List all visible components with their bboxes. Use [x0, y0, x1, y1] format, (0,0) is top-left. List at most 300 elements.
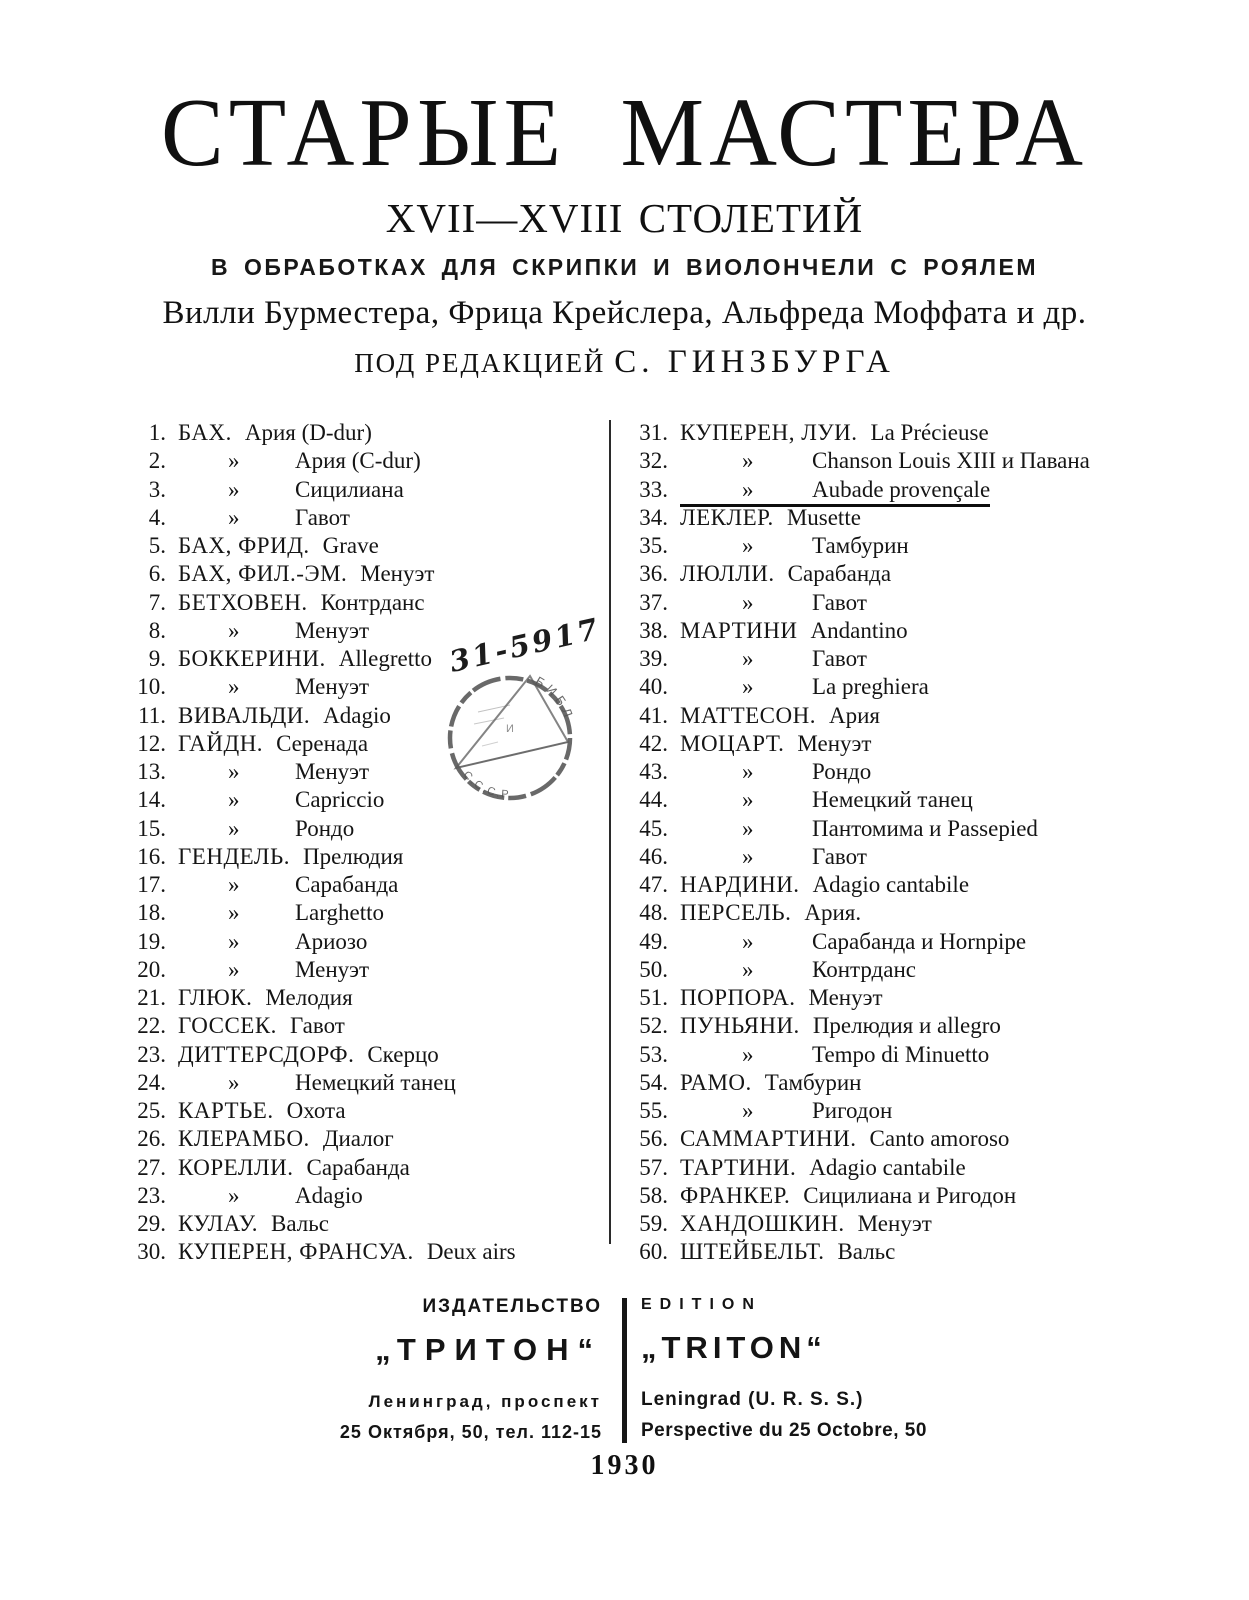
item-body	[178, 420, 372, 446]
composer-name: БАХ.	[178, 420, 232, 445]
piece-title: Adagio	[323, 702, 391, 728]
piece-title: Мелодия	[265, 985, 353, 1010]
item-number: 27.	[137, 1154, 166, 1180]
piece-title: Гавот	[289, 1013, 345, 1039]
item-body	[178, 900, 384, 926]
item-body	[680, 477, 990, 507]
item-number: 22.	[137, 1013, 166, 1039]
item-number: 4.	[148, 504, 166, 530]
piece-title: Adagio cantabile	[809, 1154, 966, 1180]
list-item	[120, 844, 606, 872]
piece-title: Ариозо	[295, 928, 368, 954]
item-body	[680, 1098, 892, 1124]
item-body	[178, 1098, 346, 1124]
ditto-mark: »	[742, 476, 754, 502]
item-body	[178, 929, 367, 955]
list-item	[120, 477, 606, 505]
composer-name: КОРЕЛЛИ.	[178, 1154, 294, 1180]
item-body	[178, 1042, 439, 1068]
piece-title: Ария	[829, 702, 880, 728]
item-number: 38.	[639, 617, 668, 643]
item-number: 40.	[639, 674, 668, 700]
publisher-address-ru-2: 25 Октября, 50, тел. 112-15	[339, 1422, 602, 1442]
item-number: 3.	[148, 476, 166, 502]
item-number: 32.	[639, 448, 668, 474]
ditto-mark: »	[742, 448, 754, 474]
ditto-mark: »	[742, 759, 754, 784]
list-item	[622, 1042, 1222, 1070]
svg-text:БИБЛ	[533, 673, 578, 722]
ditto-mark: »	[742, 674, 754, 700]
column-divider	[609, 420, 611, 1244]
piece-title: Менуэт	[295, 674, 370, 700]
item-number: 13.	[137, 759, 166, 784]
item-body	[178, 477, 404, 503]
composer-name: БЕТХОВЕН.	[178, 589, 308, 615]
publisher-address-fr-2: Perspective du 25 Octobre, 50	[641, 1420, 927, 1441]
composer-name: БОККЕРИНИ.	[178, 646, 326, 671]
list-item	[622, 816, 1222, 844]
list-item	[622, 618, 1222, 646]
item-body	[178, 1070, 456, 1096]
item-number: 17.	[137, 872, 166, 897]
piece-title: Ригодон	[812, 1098, 893, 1123]
composer-name: ПУНЬЯНИ.	[680, 1013, 800, 1039]
composer-name: КУПЕРЕН, ФРАНСУА.	[178, 1239, 414, 1265]
page-title: СТАРЫЕ МАСТЕРА	[161, 78, 1088, 188]
item-number: 45.	[639, 815, 668, 841]
piece-title: Сицилиана и Ригодон	[803, 1182, 1017, 1208]
list-item	[120, 561, 606, 589]
piece-title: La preghiera	[812, 674, 929, 700]
piece-title: Диалог	[322, 1126, 394, 1152]
item-number: 60.	[639, 1239, 668, 1265]
item-body	[178, 787, 384, 813]
piece-title: Сарабанда	[295, 872, 399, 897]
item-body	[680, 1211, 932, 1237]
item-number: 37.	[639, 589, 668, 615]
edited-by-prefix: ПОД РЕДАКЦИЕЙ	[354, 348, 606, 378]
item-number: 51.	[639, 985, 668, 1010]
list-item	[120, 957, 606, 985]
catalog-column-left	[120, 420, 606, 1268]
catalog	[0, 420, 1249, 1265]
ditto-mark: »	[742, 928, 754, 954]
ditto-mark: »	[742, 589, 754, 615]
item-body	[178, 731, 368, 757]
composer-name: ГОССЕК.	[178, 1013, 277, 1039]
composer-name: МОЦАРТ.	[680, 730, 785, 756]
publisher-label-ru: ИЗДАТЕЛЬСТВО	[422, 1296, 602, 1317]
piece-title: Musette	[786, 504, 861, 530]
piece-title: Tempo di Minuetto	[812, 1041, 990, 1067]
piece-title: Сарабанда	[787, 561, 892, 587]
item-number: 57.	[639, 1154, 668, 1180]
list-item	[622, 759, 1222, 787]
item-body	[178, 674, 369, 700]
list-item	[622, 1013, 1222, 1041]
list-item	[622, 872, 1222, 900]
item-body	[680, 533, 909, 559]
item-number: 24.	[137, 1069, 166, 1095]
piece-title: Adagio	[295, 1182, 363, 1208]
composer-name: ХАНДОШКИН.	[680, 1211, 845, 1236]
item-body	[178, 985, 353, 1011]
item-body	[680, 618, 908, 644]
piece-title: Менуэт	[797, 730, 872, 756]
item-body	[178, 1239, 516, 1265]
piece-title: Deux airs	[426, 1239, 516, 1265]
composer-name: БАХ, ФРИД.	[178, 533, 310, 558]
ditto-mark: »	[228, 900, 240, 926]
piece-title: Менуэт	[360, 561, 435, 587]
piece-title: Тамбурин	[812, 533, 909, 558]
list-item	[120, 1183, 606, 1211]
item-body	[178, 618, 369, 644]
piece-title: Прелюдия	[302, 843, 404, 869]
list-item	[120, 1098, 606, 1126]
composer-name: КЛЕРАМБО.	[178, 1126, 310, 1152]
list-item	[622, 957, 1222, 985]
item-number: 2.	[148, 448, 166, 474]
item-body	[178, 816, 354, 842]
item-number: 44.	[639, 787, 668, 813]
composer-name: ГЕНДЕЛЬ.	[178, 843, 290, 869]
list-item	[120, 1042, 606, 1070]
piece-title: Менуэт	[295, 617, 370, 643]
composer-name: ГАЙДН.	[178, 730, 264, 756]
piece-title: Гавот	[295, 504, 350, 530]
piece-title: Сарабанда и Hornpipe	[812, 928, 1027, 954]
arrangement-line: В ОБРАБОТКАХ ДЛЯ СКРИПКИ И ВИОЛОНЧЕЛИ С РОЯЛЕМ	[210, 254, 1039, 280]
composer-name: ПЕРСЕЛЬ.	[680, 900, 792, 926]
piece-title: Grave	[322, 533, 379, 558]
item-body	[178, 646, 432, 672]
piece-title: Allegretto	[338, 646, 433, 671]
list-item	[622, 674, 1222, 702]
item-body	[680, 929, 1026, 955]
piece-title: Adagio cantabile	[812, 872, 970, 897]
item-number: 36.	[639, 561, 668, 587]
piece-title: Chanson Louis XIII и Павана	[812, 448, 1090, 474]
ditto-mark: »	[228, 956, 240, 982]
item-number: 35.	[639, 533, 668, 558]
composer-name: ДИТТЕРСДОРФ.	[178, 1041, 355, 1067]
list-item	[120, 505, 606, 533]
item-number: 56.	[639, 1126, 668, 1152]
item-body	[178, 1013, 345, 1039]
piece-title: Менуэт	[808, 985, 883, 1010]
item-number: 47.	[639, 872, 668, 897]
item-body	[178, 759, 369, 785]
ditto-mark: »	[742, 533, 754, 558]
list-item	[120, 590, 606, 618]
item-number: 20.	[137, 956, 166, 982]
item-body	[680, 1042, 989, 1068]
piece-title: Рондо	[812, 759, 872, 784]
edited-by-line	[0, 344, 1249, 381]
item-number: 55.	[639, 1098, 668, 1123]
list-item	[120, 1211, 606, 1239]
piece-title: Ария.	[804, 900, 862, 926]
ditto-mark: »	[228, 448, 240, 474]
item-body	[680, 590, 867, 616]
list-item	[622, 590, 1222, 618]
list-item	[622, 1098, 1222, 1126]
ditto-mark: »	[228, 815, 240, 841]
item-body	[178, 1126, 394, 1152]
piece-title: Вальс	[837, 1239, 896, 1265]
item-number: 54.	[639, 1069, 668, 1095]
piece-title: Контрданс	[320, 589, 425, 615]
composer-name: КУПЕРЕН, ЛУИ.	[680, 420, 858, 445]
item-body	[178, 957, 369, 983]
item-body	[680, 1183, 1016, 1209]
ditto-mark: »	[742, 787, 754, 813]
item-number: 59.	[639, 1211, 668, 1236]
item-number: 48.	[639, 900, 668, 926]
piece-title: Немецкий танец	[812, 787, 973, 813]
item-body	[680, 872, 969, 898]
piece-title: Менуэт	[295, 956, 370, 982]
publisher-address-ru-1: Ленинград, проспект	[368, 1392, 602, 1411]
ditto-mark: »	[742, 1098, 754, 1123]
ditto-mark: »	[742, 956, 754, 982]
list-item	[622, 1239, 1222, 1267]
item-number: 14.	[137, 787, 166, 813]
piece-title: Aubade provençale	[812, 476, 991, 502]
publisher-block-fr	[641, 1296, 1061, 1442]
ditto-mark: »	[228, 928, 240, 954]
list-item	[622, 420, 1222, 448]
composer-name: ШТЕЙБЕЛЬТ.	[680, 1239, 825, 1265]
list-item	[622, 1126, 1222, 1154]
list-item	[120, 533, 606, 561]
item-body	[178, 505, 350, 531]
item-number: 41.	[639, 702, 668, 728]
list-item	[622, 731, 1222, 759]
composer-name: САММАРТИНИ.	[680, 1126, 857, 1152]
item-number: 15.	[137, 815, 166, 841]
item-body	[178, 1155, 410, 1181]
item-number: 50.	[639, 956, 668, 982]
list-item	[120, 1013, 606, 1041]
item-body	[178, 448, 421, 474]
item-body	[680, 900, 861, 926]
item-number: 49.	[639, 928, 668, 954]
arrangers-line: Вилли Бурместера, Фрица Крейслера, Альфреда Моффата и др.	[162, 295, 1087, 331]
ditto-mark: »	[742, 815, 754, 841]
item-body	[680, 816, 1038, 842]
catalog-column-right	[622, 420, 1222, 1268]
list-item	[622, 1155, 1222, 1183]
item-number: 58.	[639, 1182, 668, 1208]
ditto-mark: »	[228, 1182, 240, 1208]
item-number: 42.	[639, 730, 668, 756]
item-body	[680, 1239, 895, 1265]
svg-text:С.С.С.Р.	[461, 769, 514, 801]
item-body	[178, 703, 391, 729]
item-number: 5.	[148, 533, 166, 558]
list-item	[120, 1155, 606, 1183]
item-body	[178, 872, 398, 898]
piece-title: Andantino	[810, 617, 908, 643]
list-item	[120, 900, 606, 928]
composer-name: РАМО.	[680, 1069, 752, 1095]
piece-title: Немецкий танец	[295, 1069, 456, 1095]
item-number: 21.	[137, 985, 166, 1010]
handwritten-inventory-number: 31-5917	[446, 611, 604, 679]
stamp-bottom-text: С.С.С.Р.	[460, 769, 514, 801]
list-item	[622, 787, 1222, 815]
list-item	[622, 477, 1222, 505]
composer-name: ПОРПОРА.	[680, 985, 796, 1010]
item-number: 33.	[639, 476, 668, 502]
item-number: 39.	[639, 646, 668, 671]
piece-title: Ария (D-dur)	[244, 420, 372, 445]
publisher-name-ru: „ТРИТОН“	[375, 1332, 602, 1367]
ditto-mark: »	[228, 872, 240, 897]
item-body	[680, 1070, 861, 1096]
publisher-divider	[622, 1298, 627, 1443]
item-number: 12.	[137, 730, 166, 756]
item-body	[680, 1013, 1001, 1039]
list-item	[120, 1126, 606, 1154]
svg-text:И: И	[506, 723, 514, 735]
ditto-mark: »	[228, 504, 240, 530]
publisher-label-fr: EDITION	[641, 1296, 762, 1313]
item-body	[680, 731, 871, 757]
piece-title: Larghetto	[295, 900, 384, 926]
item-body	[680, 561, 891, 587]
publisher-block-ru	[302, 1296, 602, 1443]
list-item	[622, 533, 1222, 561]
item-number: 31.	[639, 420, 668, 445]
item-body	[680, 985, 883, 1011]
piece-title: Пантомима и Passepied	[812, 815, 1038, 841]
piece-title: Гавот	[812, 646, 867, 671]
ditto-mark: »	[742, 843, 754, 869]
piece-title: Рондо	[295, 815, 355, 841]
composer-name: МАТТЕСОН.	[680, 702, 816, 728]
page-subtitle: XVII—XVIII СТОЛЕТИЙ	[385, 195, 864, 241]
item-number: 1.	[148, 420, 166, 445]
list-item	[622, 1070, 1222, 1098]
item-body	[178, 561, 434, 587]
item-body	[680, 844, 867, 870]
list-item	[622, 1211, 1222, 1239]
piece-title: Ария (C-dur)	[295, 448, 421, 474]
publisher-address-fr-1: Leningrad (U. R. S. S.)	[641, 1389, 864, 1410]
list-item	[622, 703, 1222, 731]
composer-name: КАРТЬЕ.	[178, 1098, 274, 1123]
composer-name: КУЛАУ.	[178, 1211, 259, 1236]
item-number: 43.	[639, 759, 668, 784]
item-body	[680, 703, 880, 729]
ditto-mark: »	[742, 646, 754, 671]
item-body	[680, 1126, 1009, 1152]
list-item	[622, 1183, 1222, 1211]
list-item	[120, 985, 606, 1013]
item-body	[680, 674, 929, 700]
piece-title: Прелюдия и allegro	[812, 1013, 1001, 1039]
item-body	[680, 957, 916, 983]
ditto-mark: »	[228, 759, 240, 784]
piece-title: Гавот	[812, 843, 867, 869]
item-number: 53.	[639, 1041, 668, 1067]
item-body	[178, 844, 403, 870]
list-item	[120, 929, 606, 957]
ditto-mark: »	[742, 1041, 754, 1067]
item-number: 34.	[639, 504, 668, 530]
piece-title: Серенада	[276, 730, 369, 756]
item-number: 25.	[137, 1098, 166, 1123]
item-body	[178, 590, 425, 616]
piece-title: Вальс	[271, 1211, 329, 1236]
list-item	[622, 561, 1222, 589]
list-item	[120, 816, 606, 844]
library-stamp-icon	[438, 650, 588, 810]
item-number: 52.	[639, 1013, 668, 1039]
list-item	[120, 448, 606, 476]
list-item	[622, 448, 1222, 476]
list-item	[622, 900, 1222, 928]
piece-title: Сарабанда	[306, 1154, 410, 1180]
item-number: 11.	[138, 702, 166, 728]
piece-title: Сицилиана	[295, 476, 404, 502]
piece-title: Тамбурин	[764, 1069, 862, 1095]
item-number: 23.	[137, 1041, 166, 1067]
item-number: 23.	[137, 1182, 166, 1208]
item-number: 8.	[148, 617, 166, 643]
publisher-name-fr: „TRITON“	[641, 1330, 827, 1365]
piece-title: Canto amoroso	[869, 1126, 1010, 1152]
list-item	[622, 646, 1222, 674]
item-body	[680, 505, 861, 531]
item-number: 16.	[137, 843, 166, 869]
item-number: 26.	[137, 1126, 166, 1152]
list-item	[622, 505, 1222, 533]
piece-title: La Précieuse	[870, 420, 989, 445]
ditto-mark: »	[228, 787, 240, 813]
item-number: 30.	[137, 1239, 166, 1265]
piece-title: Охота	[286, 1098, 346, 1123]
stamp-top-text: БИБЛ	[532, 673, 578, 723]
item-number: 10.	[137, 674, 166, 700]
list-item	[622, 929, 1222, 957]
ditto-mark: »	[228, 674, 240, 700]
composer-name: ВИВАЛЬДИ.	[178, 702, 311, 728]
list-item	[120, 1070, 606, 1098]
composer-name: ЛЕКЛЕР.	[680, 504, 774, 530]
editor-name: С. ГИНЗБУРГА	[614, 344, 895, 380]
composer-name: ГЛЮК.	[178, 985, 253, 1010]
composer-name: МАРТИНИ	[680, 617, 798, 643]
item-number: 18.	[137, 900, 166, 926]
list-item	[622, 985, 1222, 1013]
item-body	[680, 787, 973, 813]
item-body	[178, 533, 379, 559]
piece-title: Гавот	[812, 589, 867, 615]
item-body	[680, 759, 871, 785]
item-body	[680, 448, 1090, 474]
list-item	[622, 844, 1222, 872]
ditto-mark: »	[228, 1069, 240, 1095]
piece-title: Менуэт	[857, 1211, 932, 1236]
item-number: 9.	[148, 646, 166, 671]
publication-year: 1930	[590, 1450, 659, 1481]
piece-title: Скерцо	[367, 1041, 439, 1067]
